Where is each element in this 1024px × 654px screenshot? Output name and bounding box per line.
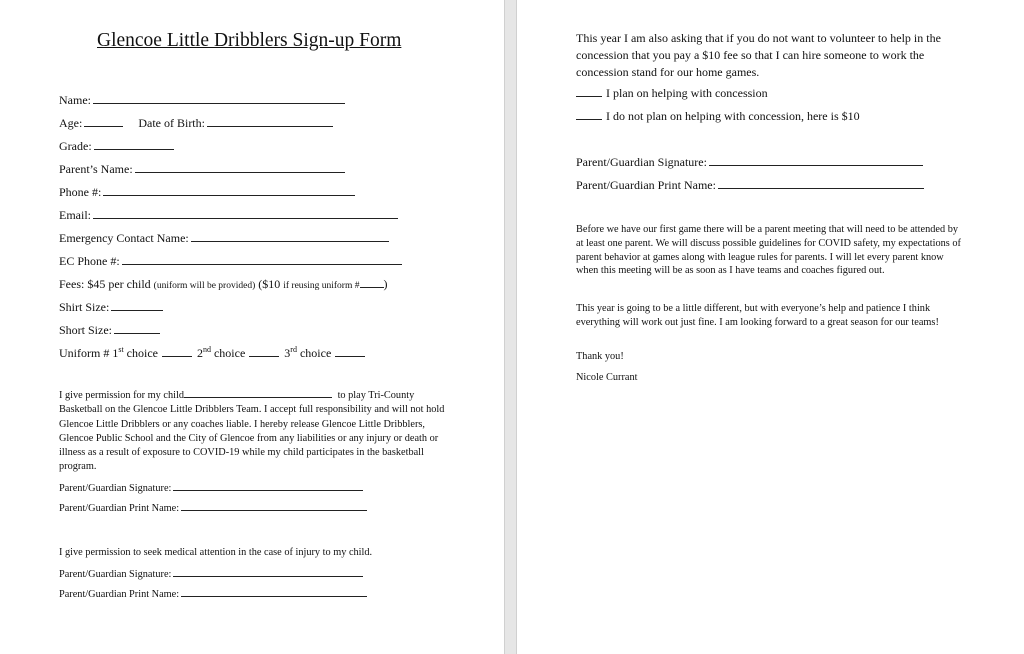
reuse-uniform-field[interactable] bbox=[360, 287, 384, 288]
option-help-label: I plan on helping with concession bbox=[606, 86, 768, 100]
signature-label-1: Parent/Guardian Signature: bbox=[59, 483, 172, 494]
meeting-paragraph: Before we have our first game there will be a parent meeting that will need to be attended by at least one parent. We will discuss possible guidelines for COVID safety, my expectations of parent behavior at games along with league rules for parents. I will let every parent know when this meeting will be as soon as I have teams and coaches figured out. bbox=[576, 224, 961, 277]
shirt-label: Shirt Size: bbox=[59, 300, 110, 314]
print-name-row-2 bbox=[59, 589, 367, 600]
signature-row-1 bbox=[59, 483, 363, 494]
parent-name-row bbox=[59, 162, 345, 177]
medical-permission: I give permission to seek medical attention in the case of injury to my child. bbox=[59, 547, 373, 558]
permission-paragraph bbox=[59, 389, 451, 475]
uniform-row bbox=[59, 346, 365, 361]
age-dob-row bbox=[59, 116, 333, 131]
parent-name-label: Parent’s Name: bbox=[59, 162, 133, 176]
name-row bbox=[59, 93, 345, 108]
emergency-field[interactable] bbox=[191, 241, 389, 242]
fees-row bbox=[59, 277, 388, 292]
short-row bbox=[59, 323, 160, 338]
signature-field-1[interactable] bbox=[173, 490, 363, 491]
uniform-third-sup: rd bbox=[290, 345, 297, 354]
email-row bbox=[59, 208, 398, 223]
uniform-second-sup: nd bbox=[202, 345, 211, 354]
uniform-third-field[interactable] bbox=[335, 356, 365, 357]
print-name-row-1 bbox=[59, 503, 367, 514]
right-signature-label: Parent/Guardian Signature: bbox=[576, 155, 707, 169]
signature-name: Nicole Currant bbox=[576, 372, 638, 383]
permission-start: I give permission for my child bbox=[59, 390, 184, 401]
option-not-help-row bbox=[576, 109, 860, 124]
form-page-left bbox=[0, 0, 504, 654]
uniform-third-word: choice bbox=[299, 346, 332, 360]
ec-phone-label: EC Phone #: bbox=[59, 254, 120, 268]
fees-main: Fees: $45 per child bbox=[59, 277, 151, 291]
age-label: Age: bbox=[59, 116, 83, 130]
option-not-help-label: I do not plan on helping with concession, here is $10 bbox=[606, 109, 860, 123]
dob-field[interactable] bbox=[207, 126, 333, 127]
fees-uniform-provided: (uniform will be provided) bbox=[153, 281, 256, 291]
name-field[interactable] bbox=[93, 103, 345, 104]
right-signature-row bbox=[576, 155, 923, 170]
concession-intro: This year I am also asking that if you do not want to volunteer to help in the concession that you pay a $10 fee so that I can hire someone to work the concession stand for our home games. bbox=[576, 31, 941, 79]
right-signature-field[interactable] bbox=[709, 165, 923, 166]
email-label: Email: bbox=[59, 208, 91, 222]
permission-rest: to play Tri-County Basketball on the Glencoe Little Dribblers Team. I accept full responsibility and will not hold Glencoe Little Dribblers or any coaches liable. I hereby release Glencoe Little Dribblers, Glencoe Public School and the City of Glencoe from any liabilities or any injury or death or illness as a result of exposure to COVID-19 while my child participates in the basketball program. bbox=[59, 390, 445, 473]
uniform-second-field[interactable] bbox=[249, 356, 279, 357]
right-print-name-field[interactable] bbox=[718, 188, 924, 189]
parent-name-field[interactable] bbox=[135, 172, 345, 173]
name-label: Name: bbox=[59, 93, 91, 107]
dob-label: Date of Birth: bbox=[138, 116, 205, 130]
print-name-field-1[interactable] bbox=[181, 510, 367, 511]
print-name-field-2[interactable] bbox=[181, 596, 367, 597]
phone-label: Phone #: bbox=[59, 185, 102, 199]
ec-phone-row bbox=[59, 254, 402, 269]
signature-label-2: Parent/Guardian Signature: bbox=[59, 569, 172, 580]
uniform-first-field[interactable] bbox=[162, 356, 192, 357]
signature-row-2 bbox=[59, 569, 363, 580]
fees-close: ) bbox=[383, 277, 388, 291]
right-print-name-label: Parent/Guardian Print Name: bbox=[576, 178, 716, 192]
page-gutter bbox=[504, 0, 517, 654]
grade-field[interactable] bbox=[94, 149, 174, 150]
option-help-blank[interactable] bbox=[576, 96, 602, 97]
uniform-second-word: choice bbox=[213, 346, 246, 360]
fees-ten: ($10 bbox=[258, 277, 281, 291]
option-help-row bbox=[576, 86, 768, 101]
uniform-first-word: choice bbox=[126, 346, 158, 360]
child-name-field[interactable] bbox=[184, 397, 332, 398]
shirt-field[interactable] bbox=[111, 310, 163, 311]
age-field[interactable] bbox=[84, 126, 123, 127]
fees-reusing: if reusing uniform # bbox=[283, 281, 360, 291]
signature-field-2[interactable] bbox=[173, 576, 363, 577]
right-print-name-row bbox=[576, 178, 924, 193]
form-page-right bbox=[517, 0, 1024, 654]
shirt-row bbox=[59, 300, 163, 315]
emergency-row bbox=[59, 231, 389, 246]
short-field[interactable] bbox=[114, 333, 160, 334]
grade-label: Grade: bbox=[59, 139, 92, 153]
short-label: Short Size: bbox=[59, 323, 112, 337]
email-field[interactable] bbox=[93, 218, 398, 219]
print-name-label-2: Parent/Guardian Print Name: bbox=[59, 589, 180, 600]
uniform-second-prefix: 2 bbox=[196, 346, 203, 360]
emergency-label: Emergency Contact Name: bbox=[59, 231, 189, 245]
thank-you: Thank you! bbox=[576, 351, 624, 362]
print-name-label-1: Parent/Guardian Print Name: bbox=[59, 503, 180, 514]
uniform-prefix: Uniform # 1 bbox=[59, 346, 119, 360]
different-paragraph: This year is going to be a little different, but with everyone’s help and patience I think everything will work out just fine. I am looking forward to a great season for our teams! bbox=[576, 303, 939, 329]
option-not-help-blank[interactable] bbox=[576, 119, 602, 120]
form-title: Glencoe Little Dribblers Sign-up Form bbox=[97, 30, 402, 51]
uniform-first-sup: st bbox=[118, 345, 124, 354]
grade-row bbox=[59, 139, 174, 154]
phone-field[interactable] bbox=[103, 195, 355, 196]
uniform-third-prefix: 3 bbox=[284, 346, 291, 360]
ec-phone-field[interactable] bbox=[122, 264, 402, 265]
phone-row bbox=[59, 185, 355, 200]
